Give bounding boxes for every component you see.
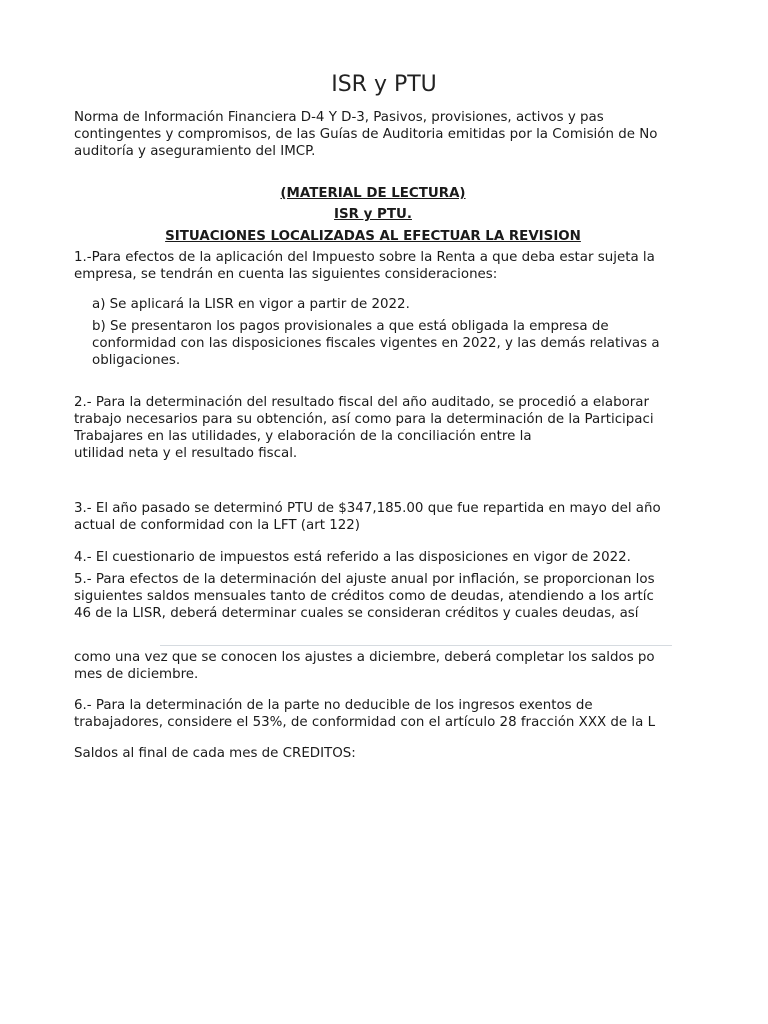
heading-isr-ptu: ISR y PTU.	[334, 207, 412, 222]
paragraph-5	[74, 572, 672, 623]
heading-material-lectura: (MATERIAL DE LECTURA)	[280, 186, 466, 201]
p6-line-2: trabajadores, considere el 53%, de conformidad con el artículo 28 fracción XXX de la L	[74, 715, 656, 730]
p5-line-3: 46 de la LISR, deberá determinar cuales se consideran créditos y cuales deudas, así	[74, 606, 639, 621]
paragraph-6	[74, 698, 672, 732]
heading-situaciones: SITUACIONES LOCALIZADAS AL EFECTUAR LA REVISION	[165, 229, 581, 244]
intro-line-2: contingentes y compromisos, de las Guías de Auditoria emitidas por la Comisión de No	[74, 127, 658, 142]
paragraph-4	[74, 550, 672, 568]
paragraph-5-continued	[74, 650, 672, 684]
list-item-a	[92, 297, 672, 315]
paragraph-1	[74, 250, 672, 284]
item-a-text: a) Se aplicará la LISR en vigor a partir de 2022.	[92, 297, 410, 312]
intro-paragraph	[74, 110, 672, 160]
item-b-line-2: conformidad con las disposiciones fiscales vigentes en 2022, y las demás relativas a	[92, 336, 660, 351]
page-break-divider	[160, 645, 672, 646]
paragraph-3	[74, 501, 672, 535]
p5-line-1: 5.- Para efectos de la determinación del ajuste anual por inflación, se proporcionan los	[74, 572, 655, 587]
p3-line-2: actual de conformidad con la LFT (art 122)	[74, 518, 360, 533]
list-item-b	[92, 319, 672, 370]
item-b-line-1: b) Se presentaron los pagos provisionales a que está obligada la empresa de	[92, 319, 609, 334]
p7-line-1: Saldos al final de cada mes de CRÉDITOS:	[74, 746, 356, 761]
document-title: ISR y PTU	[331, 72, 437, 97]
p4-line-1: 4.- El cuestionario de impuestos está referido a las disposiciones en vigor de 2022.	[74, 550, 631, 565]
p5-line-2: siguientes saldos mensuales tanto de créditos como de deudas, atendiendo a los artíc	[74, 589, 654, 604]
intro-line-1: Norma de Información Financiera D-4 Y D-3, Pasivos, provisiones, activos y pas	[74, 110, 604, 125]
p3-line-1: 3.- El año pasado se determinó PTU de $347,185.00 que fue repartida en mayo del año	[74, 501, 661, 516]
item-b-line-3: obligaciones.	[92, 353, 181, 368]
p6-line-1: 6.- Para la determinación de la parte no deducible de los ingresos exentos de	[74, 698, 593, 713]
p2-line-1: 2.- Para la determinación del resultado fiscal del año auditado, se procedió a elaborar	[74, 395, 649, 410]
paragraph-7	[74, 746, 672, 764]
p2-line-3: Trabajares en las utilidades, y elaboración de la conciliación entre la	[74, 429, 532, 444]
p1-line-1: 1.-Para efectos de la aplicación del Impuesto sobre la Renta a que deba estar sujeta la	[74, 250, 655, 265]
paragraph-2	[74, 395, 672, 463]
intro-line-3: auditoría y aseguramiento del IMCP.	[74, 144, 316, 159]
p5-cont-line-1: como una vez que se conocen los ajustes a diciembre, deberá completar los saldos po	[74, 650, 655, 665]
p5-cont-line-2: mes de diciembre.	[74, 667, 199, 682]
p2-line-2: trabajo necesarios para su obtención, así como para la determinación de la Participaci	[74, 412, 654, 427]
p1-line-2: empresa, se tendrán en cuenta las siguientes consideraciones:	[74, 267, 498, 282]
p2-line-4: utilidad neta y el resultado fiscal.	[74, 446, 298, 461]
